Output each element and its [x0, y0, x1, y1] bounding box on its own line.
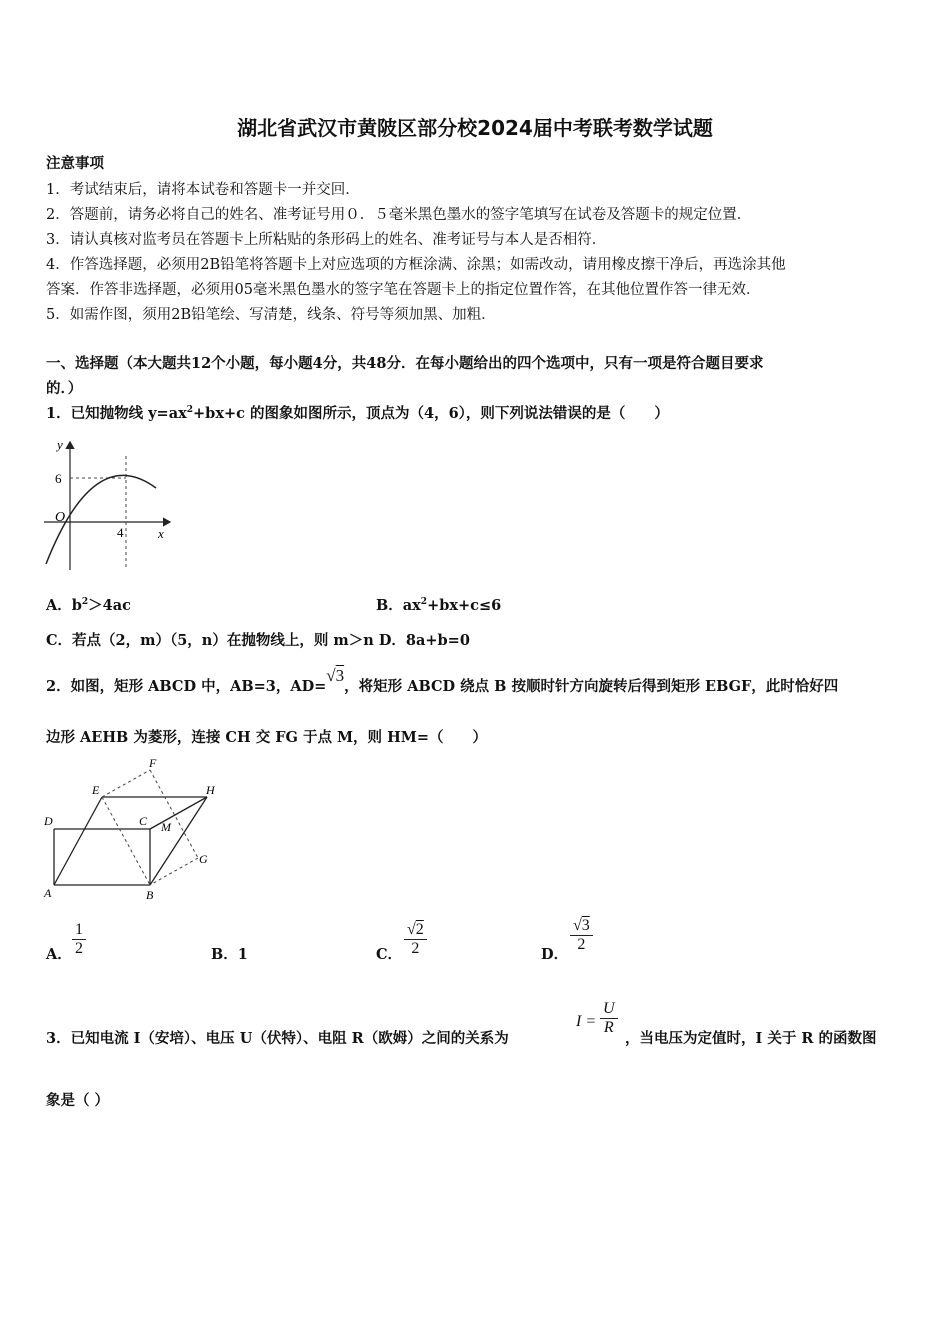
point-label-h: H	[206, 783, 215, 797]
point-label-f: F	[149, 756, 157, 770]
q2-option-c-label[interactable]: C．	[376, 946, 403, 963]
point-label-m: M	[161, 820, 171, 834]
q2-option-a-label[interactable]: A．	[46, 946, 72, 963]
q2-option-c-fraction: $\frac{√2}{2}$	[404, 921, 427, 958]
notice-item-5: 5．如需作图，须用2B铅笔绘、写清楚，线条、符号等须加黑、加粗．	[46, 307, 496, 323]
tick-label-6: 6	[55, 471, 62, 486]
notice-item-4-cont: 答案．作答非选择题，必须用05毫米黑色墨水的签字笔在答题卡上的指定位置作答，在其他位置作答一律无效．	[46, 282, 761, 298]
q2-option-d-label[interactable]: D．	[541, 946, 569, 963]
question-3-stem: 3．已知电流 I（安培）、电压 U（伏特）、电阻 R（欧姆）之间的关系为	[46, 1030, 509, 1047]
y-axis-label: y	[57, 437, 63, 452]
ohms-law-fraction: $\frac{U}{R}$	[600, 1000, 618, 1037]
q1-option-a[interactable]: A．$b^2>4ac$	[46, 597, 131, 614]
rectangle-rotation-figure	[40, 755, 220, 905]
q1-option-b[interactable]: B．$ax^2+bx+c\le 6$	[376, 597, 502, 614]
page-title: 湖北省武汉市黄陂区部分校2024届中考联考数学试题	[237, 116, 713, 140]
question-3-stem-end: 象是（ ）	[46, 1092, 110, 1109]
question-1-stem: 1．已知抛物线 $y=ax^2+bx+c$ 的图象如图所示，顶点为（4，6），则下列说法错误的是（ ）	[46, 405, 669, 422]
point-label-a: A	[44, 886, 52, 900]
point-label-e: E	[92, 783, 100, 797]
question-2-stem: 2．如图，矩形 ABCD 中，AB=3，AD=√3，将矩形 ABCD 绕点 B 按顺时针方向旋转后得到矩形 EBGF，此时恰好四	[46, 666, 839, 695]
section-heading: 一、选择题（本大题共12个小题，每小题4分，共48分．在每小题给出的四个选项中，只有一项是符合题目要求	[46, 355, 764, 372]
tick-label-4: 4	[117, 525, 124, 540]
notice-heading: 注意事项	[46, 155, 104, 172]
point-label-c: C	[139, 814, 148, 828]
q2-option-a-fraction: $\frac{1}{2}$	[72, 921, 86, 958]
ohms-law-lhs: I =	[576, 1013, 597, 1030]
notice-item-4: 4．作答选择题，必须用2B铅笔将答题卡上对应选项的方框涂满、涂黑；如需改动，请用橡皮擦干净后，再选涂其他	[46, 257, 786, 273]
point-label-b: B	[146, 888, 154, 902]
point-label-g: G	[199, 852, 208, 866]
q1-options-c-d[interactable]: C．若点（2，m）（5，n）在抛物线上，则 m＞n D．8a+b=0	[46, 632, 470, 649]
notice-item-3: 3．请认真核对监考员在答题卡上所粘贴的条形码上的姓名、准考证号与本人是否相符．	[46, 232, 607, 248]
point-label-d: D	[44, 814, 53, 828]
notice-item-2: 2．答题前，请务必将自己的姓名、准考证号用０．５毫米黑色墨水的签字笔填写在试卷及答题卡的规定位置．	[46, 207, 752, 223]
question-3-stem-cont: ，当电压为定值时，I 关于 R 的函数图	[625, 1030, 877, 1047]
parabola-graph	[40, 436, 180, 576]
origin-label: O	[55, 510, 66, 525]
x-axis-label: x	[158, 526, 164, 541]
q2-option-b[interactable]: B．1	[211, 946, 248, 963]
section-heading-cont: 的．）	[46, 380, 83, 397]
q2-option-d-fraction: $\frac{√3}{2}$	[570, 917, 593, 954]
question-2-stem-cont: 边形 AEHB 为菱形，连接 CH 交 FG 于点 M，则 HM=（ ）	[46, 729, 488, 746]
notice-item-1: 1．考试结束后，请将本试卷和答题卡一并交回．	[46, 182, 360, 198]
